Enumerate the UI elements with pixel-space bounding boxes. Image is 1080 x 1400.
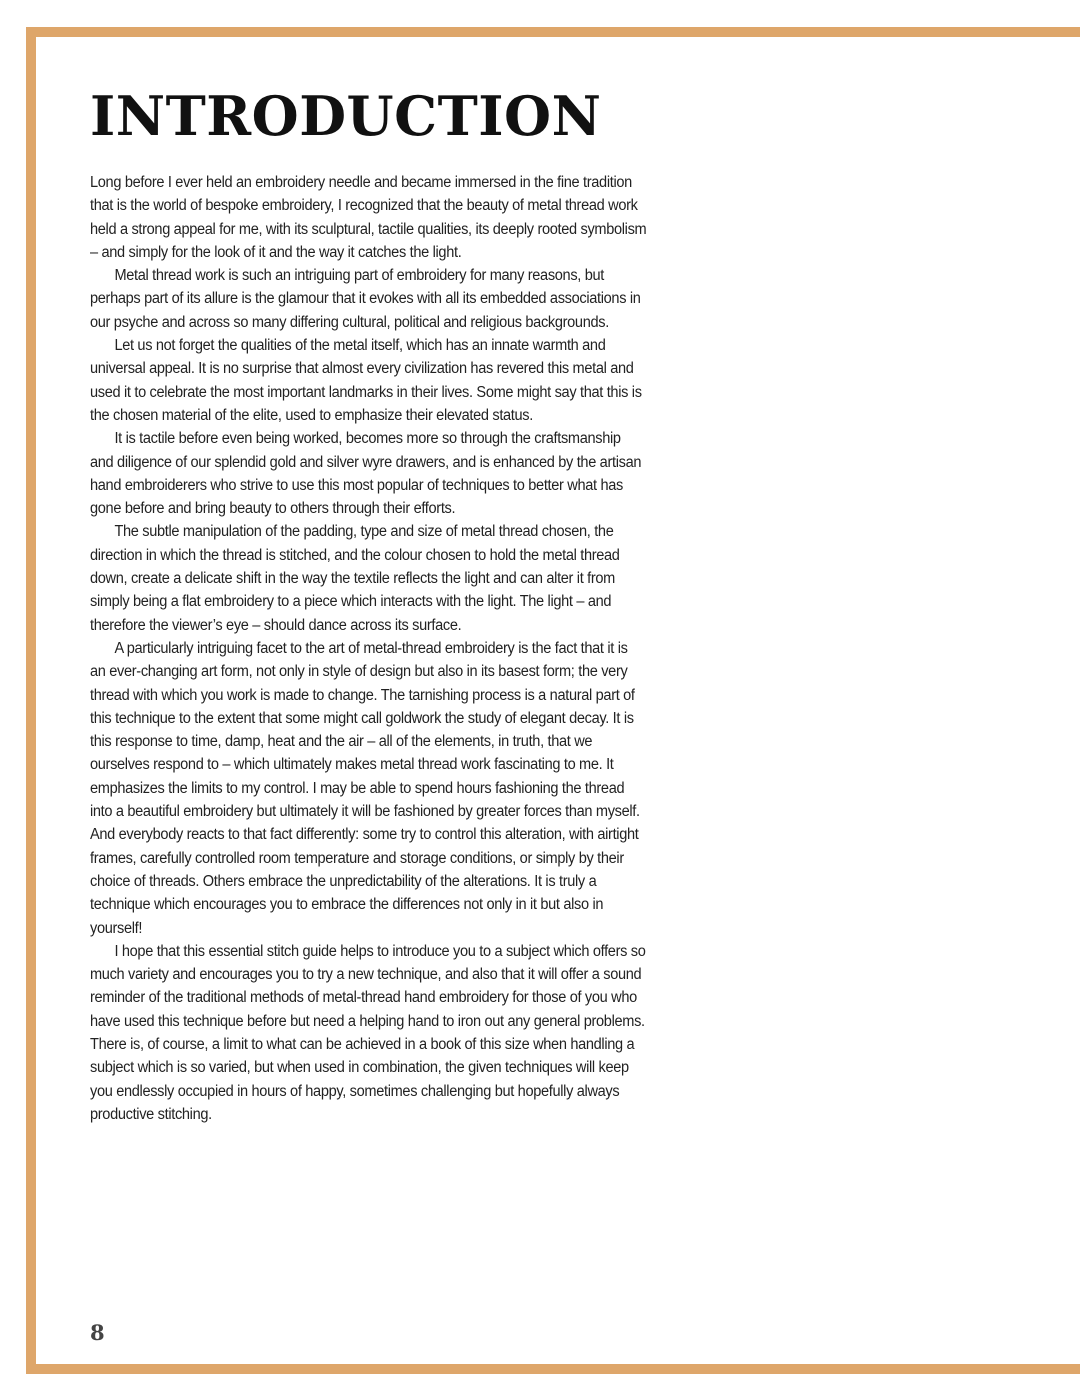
- body-text: [90, 171, 646, 1126]
- paragraph: The subtle manipulation of the padding, type and size of metal thread chosen, the direction in which the thread is stitched, and the colour chosen to hold the metal thread down, create a delicate shift in the way the textile reflects the light and can alter it from simply being a flat embroidery to a piece which interacts with the light. The light – and therefore the viewer’s eye – should dance across its surface.: [90, 523, 620, 634]
- paragraph: Long before I ever held an embroidery needle and became immersed in the fine tradition that is the world of bespoke embroidery, I recognized that the beauty of metal thread work held a strong appeal for me, with its sculptural, tactile qualities, its deeply rooted symbolism – and simply for the look of it and the way it catches the light.: [90, 174, 647, 261]
- paragraph: Metal thread work is such an intriguing part of embroidery for many reasons, but perhaps part of its allure is the glamour that it evokes with all its embedded associations in our psyche and across so many differing cultural, political and religious backgrounds.: [90, 267, 641, 331]
- paragraph: It is tactile before even being worked, becomes more so through the craftsmanship and diligence of our splendid gold and silver wyre drawers, and is enhanced by the artisan hand embroiderers who strive to use this most popular of techniques to better what has gone before and bring beauty to others through their efforts.: [90, 430, 642, 518]
- chapter-title: INTRODUCTION: [90, 84, 602, 148]
- paragraph: I hope that this essential stitch guide helps to introduce you to a subject which offers so much variety and encourages you to try a new technique, and also that it will offer a sound reminder of the traditional methods of metal-thread hand embroidery for those of you who have used this technique before but need a helping hand to iron out any general problems. There is, of course, a limit to what can be achieved in a book of this size when handling a subject which is so varied, but when used in combination, the given techniques will keep you endlessly occupied in hours of happy, sometimes challenging but hopefully always productive stitching.: [90, 942, 646, 1123]
- paragraph: A particularly intriguing facet to the art of metal-thread embroidery is the fact that it is an ever-changing art form, not only in style of design but also in its basest form; the very thread with which you work is made to change. The tarnishing process is a natural part of this technique to the extent that some might call goldwork the study of elegant decay. It is this response to time, damp, heat and the air – all of the elements, in truth, that we ourselves respond to – which ultimately makes metal thread work fascinating to me. It emphasizes the limits to my control. I may be able to spend hours fashioning the thread into a beautiful embroidery but ultimately it will be fashioned by greater forces than myself. And everybody reacts to that fact differently: some try to control this alteration, with airtight frames, carefully controlled room temperature and storage conditions, or simply by their choice of threads. Others embrace the unpredictability of the alterations. It is truly a technique which encourages you to embrace the differences not only in it but also in yourself!: [90, 639, 640, 937]
- page-number: 8: [90, 1320, 105, 1345]
- paragraph: Let us not forget the qualities of the metal itself, which has an innate warmth and universal appeal. It is no surprise that almost every civilization has revered this metal and used it to celebrate the most important landmarks in their lives. Some might say that this is the chosen material of the elite, used to emphasize their elevated status.: [90, 337, 642, 424]
